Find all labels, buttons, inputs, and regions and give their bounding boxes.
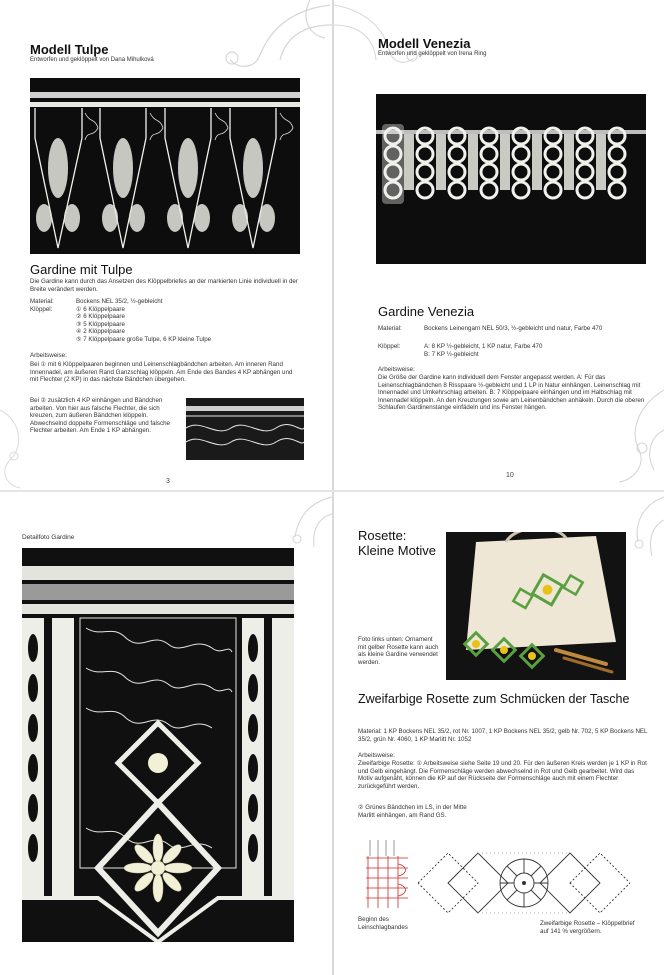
arbeitsweise-text: Die Größe der Gardine kann individuell dem Fenster angepasst werden. A: Für das Leinenschlagbändchen 8 Risspaare ½-gebleicht und 1 LP in Natur einhängen. Leinenschlag mit Innennadel und Umkehrschlag arbeiten. B: 7 Klöppelpaare einhängen und im Halbschlag mit Innennadel klöppeln. An den Kreuzungen sowie am Leinenbändchen anhäkeln. Durch die oberen Schlaufen Gardinenstange einfädeln und ins Fenster hängen. xyxy=(378,374,645,412)
arbeitsweise-text: Bei ① mit 6 Klöppelpaaren beginnen und Leinenschlagbändchen arbeiten. Am inneren Rand Innennadel, am äußeren Rand Ganzschlag klöppeln. Am Ende des Bandes 4 KP abhängen und mit Flechter (2 KP) in das nächste Bändchen übergehen. xyxy=(30,361,293,384)
kloeppel-item: ① 6 Klöppelpaare xyxy=(76,305,125,313)
swirl-ornament-icon xyxy=(334,0,454,70)
section-heading: Zweifarbige Rosette zum Schmücken der Tasche xyxy=(358,692,630,706)
lace-detail-icon xyxy=(186,398,304,460)
page-detail xyxy=(0,492,332,975)
kloeppel-block xyxy=(378,343,648,358)
page-rosette xyxy=(334,492,664,975)
title-line-2: Kleine Motive xyxy=(358,543,437,558)
photo-caption: Detailfoto Gardine xyxy=(22,534,75,541)
kloeppel-label: Klöppel: xyxy=(30,305,53,313)
bag-photo xyxy=(446,532,626,680)
arbeitsweise-label: Arbeitsweise: xyxy=(358,752,395,759)
venezia-curtain-photo xyxy=(376,94,646,264)
page-number: 10 xyxy=(506,472,514,479)
model-title: Modell Tulpe xyxy=(30,42,109,57)
diagram-right-caption: Zweifarbige Rosette – Klöppelbrief auf 141 % vergrößern. xyxy=(540,920,635,935)
kloeppel-label: Klöppel: xyxy=(378,343,401,350)
detail-lace-icon xyxy=(22,548,294,942)
kloeppel-item: ③ 5 Klöppelpaare xyxy=(76,320,125,328)
page-number: 3 xyxy=(166,478,170,485)
arbeitsweise-label: Arbeitsweise: xyxy=(30,352,67,359)
tulip-curtain-photo xyxy=(30,78,300,254)
photo-caption: Foto links unten: Ornament mit gelber Rosette kann auch als kleine Gardine verwendet werden. xyxy=(358,636,439,666)
model-byline: Entworfen und geklöppelt von Dana Mihulková xyxy=(30,57,154,63)
rosette-title xyxy=(358,528,436,558)
diagram-left-caption: Beginn des Leinschlagbandes xyxy=(358,916,408,931)
intro-text: Die Gardine kann durch das Ansetzen des Klöppelbriefes an der markierten Linie individuell in der Breite verändert werden. xyxy=(30,278,298,293)
material-label: Material: xyxy=(30,298,54,305)
material-block xyxy=(378,325,648,333)
arbeitsweise-label: Arbeitsweise: xyxy=(378,366,415,373)
model-title: Modell Venezia xyxy=(378,36,471,51)
section-heading: Gardine Venezia xyxy=(378,304,475,319)
material-label: Material: xyxy=(378,325,402,332)
material-value: Bockens Leinengarn NEL 50/3, ½-gebleicht und natur, Farbe 470 xyxy=(424,325,603,332)
material-block xyxy=(30,298,300,344)
material-text: Material: 1 KP Bockens NEL 35/2, rot Nr. 1007, 1 KP Bockens NEL 35/2, gelb Nr. 702, 5 KP Bockens NEL 35/2, grün Nr. 4060, 1 KP Marlitt Nr. 1052 xyxy=(358,728,648,743)
tulip-lace-icon xyxy=(30,78,300,254)
swirl-ornament-icon xyxy=(160,0,332,80)
kloeppel-item: B: 7 KP ½-gebleicht xyxy=(424,350,479,358)
rosette-diagram-icon xyxy=(418,848,630,918)
arbeitsweise-text: Zweifarbige Rosette: ① Arbeitsweise siehe Seite 19 und 20. Für den äußeren Kreis werden je 1 KP in Rot und Gelb eingehängt. Die Formenschläge werden abwechselnd in Rot und Gelb gearbeitet. Wird das Motiv aufgenäht, können die KP auf der Rückseite der Formenschläge auch mit einem Flechter zurückgeführt werden. xyxy=(358,760,647,790)
material-value: Bockens NEL 35/2, ½-gebleicht xyxy=(76,298,163,305)
kloeppel-item: A: 8 KP ½-gebleicht, 1 KP natur, Farbe 470 xyxy=(424,343,543,350)
kloeppel-item: ② 6 Klöppelpaare xyxy=(76,313,125,321)
title-line-1: Rosette: xyxy=(358,528,407,543)
section-heading: Gardine mit Tulpe xyxy=(30,262,133,277)
swirl-ornament-icon xyxy=(240,492,332,552)
pricking-diagram-icon xyxy=(358,838,416,914)
venezia-lace-icon xyxy=(376,94,646,264)
arbeitsweise-text-2: Bei ② zusätzlich 4 KP einhängen und Bändchen arbeiten. Von hier aus falsche Flechter, die sich kreuzen, zum äußeren Bändchen klöppeln. Abwechselnd doppelte Formenschläge und falsche Flechter arbeiten. Am Ende 1 KP abhängen. xyxy=(30,397,170,435)
lace-detail-photo xyxy=(186,398,304,460)
page-venezia xyxy=(334,0,664,490)
kloeppel-item: ⑤ 7 Klöppelpaare große Tulpe, 6 KP kleine Tulpe xyxy=(76,335,212,343)
page-tulpe xyxy=(0,0,332,490)
model-byline: Entworfen und geklöppelt von Irena Ring xyxy=(378,51,487,57)
detail-lace-photo xyxy=(22,548,294,942)
step-2-text: ② Grünes Bändchen im LS, in der Mitte Marlitt einhängen, am Rand GS. xyxy=(358,804,467,819)
bag-icon xyxy=(446,532,626,680)
kloeppel-item: ④ 2 Klöppelpaare xyxy=(76,328,125,336)
